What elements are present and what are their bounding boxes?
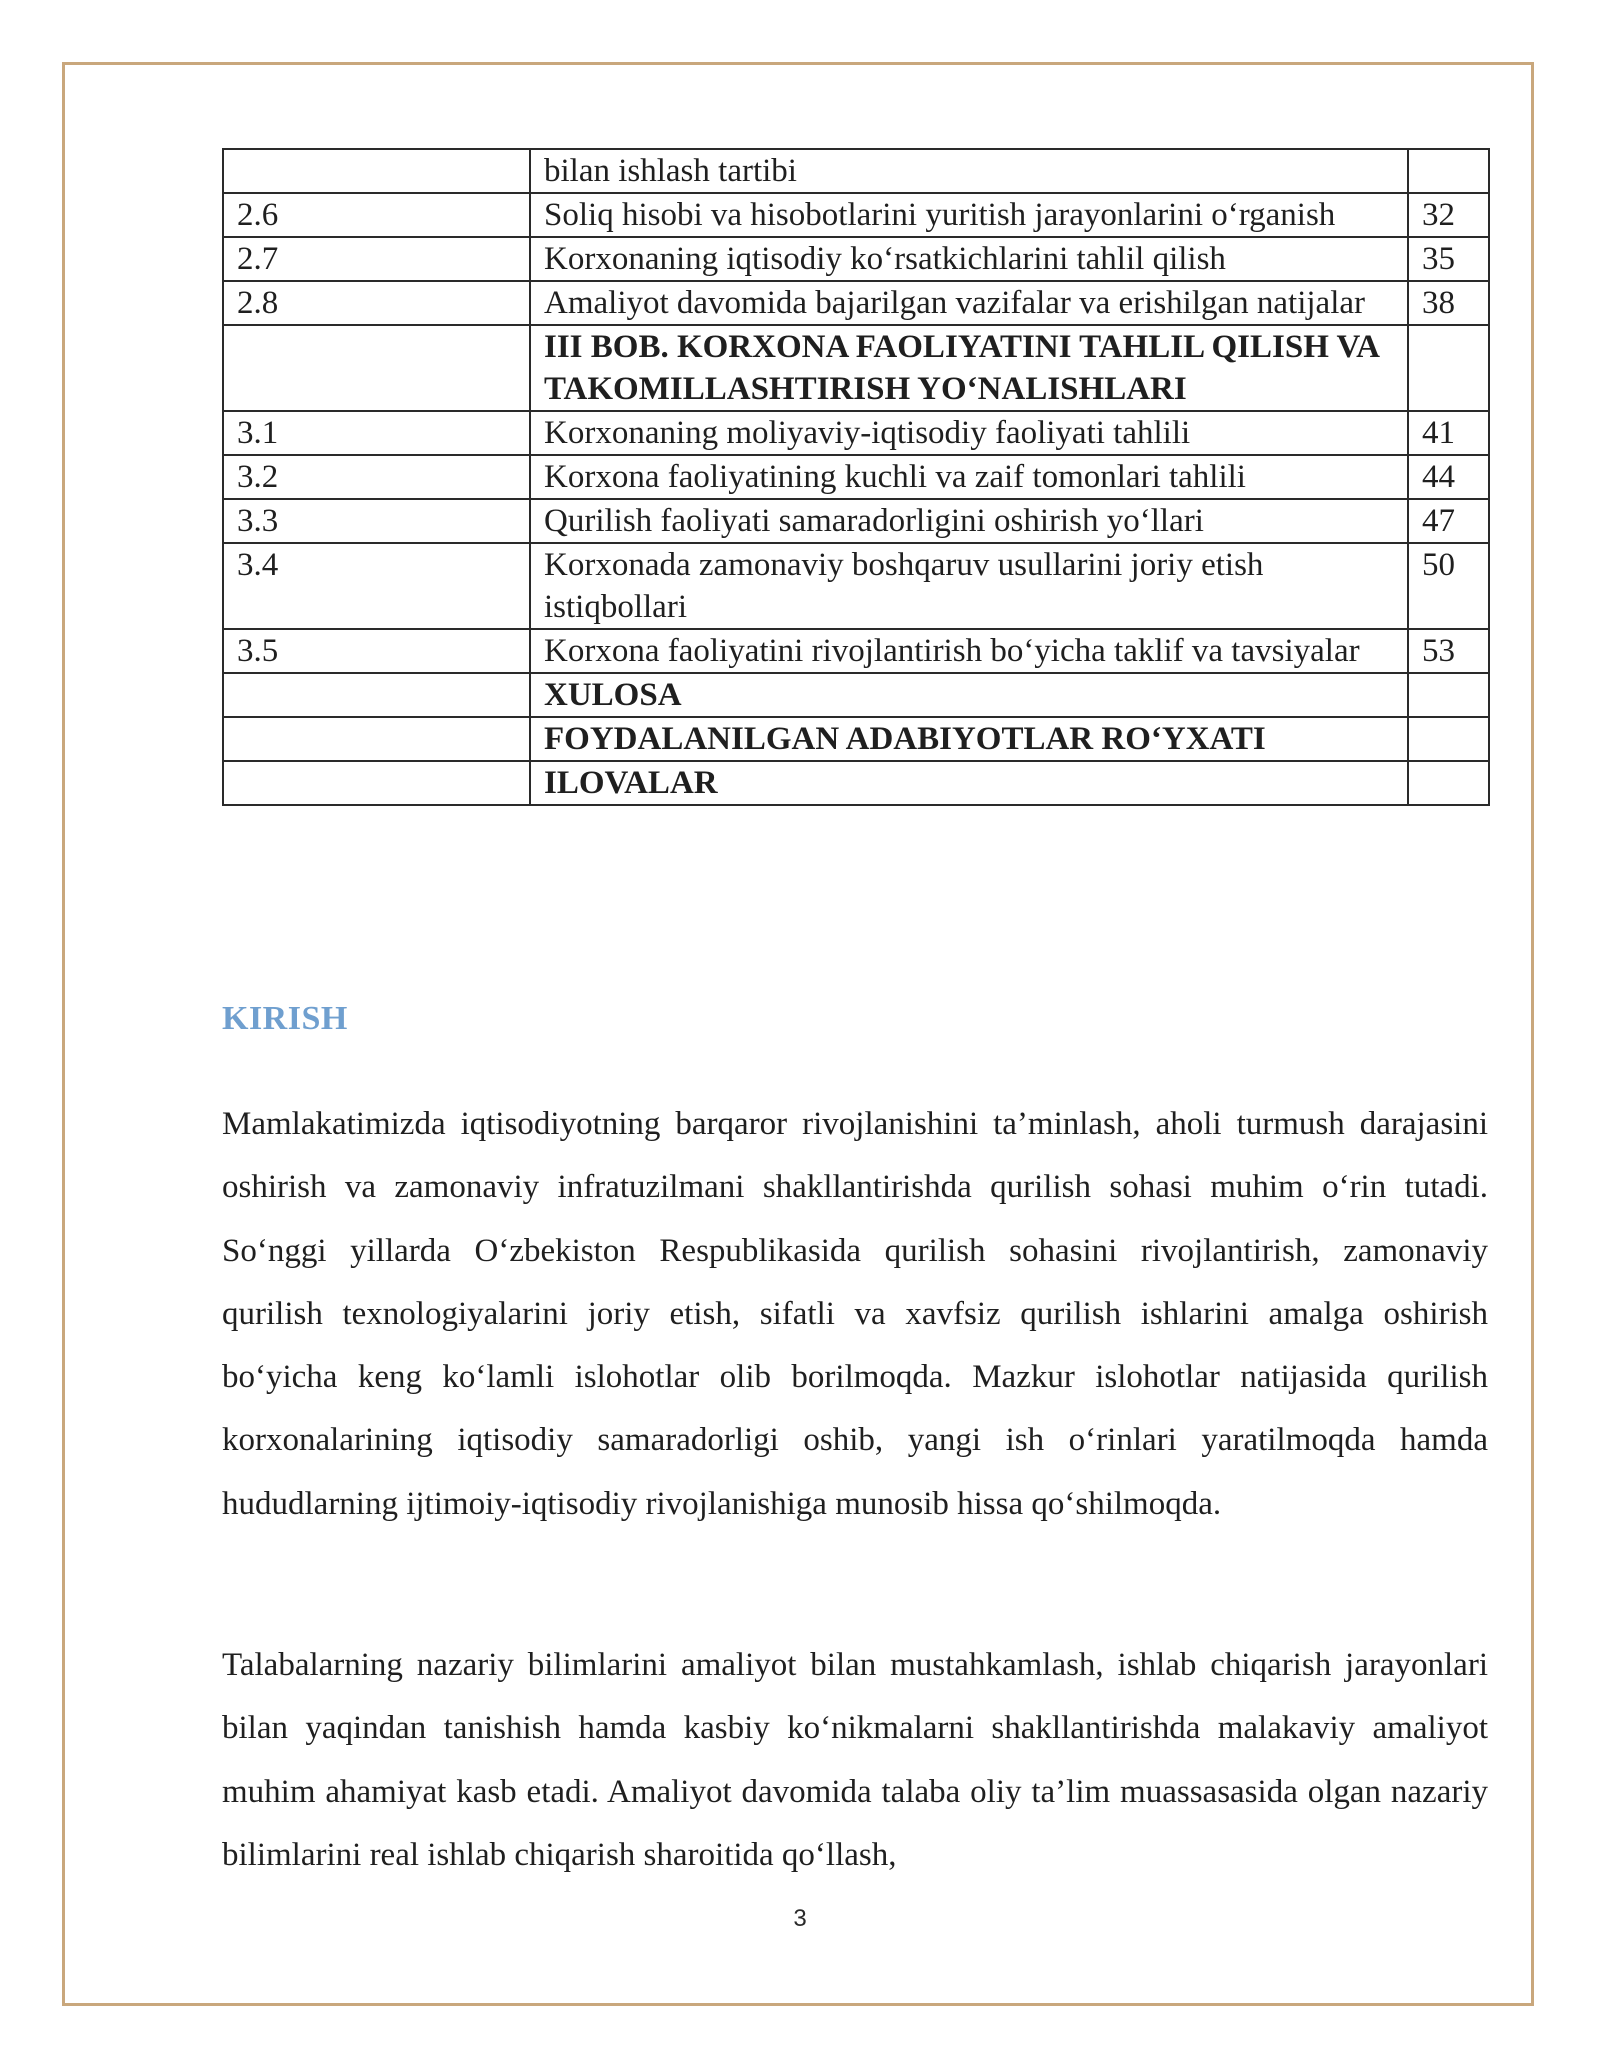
toc-page: 41 <box>1408 411 1489 455</box>
toc-page: 44 <box>1408 455 1489 499</box>
toc-number: 3.1 <box>223 411 530 455</box>
table-row <box>223 237 1489 281</box>
body-paragraph: Talabalarning nazariy bilimlarini amaliyot bilan mustahkamlash, ishlab chiqarish jarayonlari bilan yaqindan tanishish hamda kasbiy ko‘nikmalarni shakllantirishda malakaviy amaliyot muhim ahamiyat kasb etadi. Amaliyot davomida talaba oliy ta’lim muassasasida olgan nazariy bilimlarini real ishlab chiqarish sharoitida qo‘llash, <box>222 1647 1488 1873</box>
toc-page: 47 <box>1408 499 1489 543</box>
toc-section-title: FOYDALANILGAN ADABIYOTLAR RO‘YXATI <box>530 717 1408 761</box>
table-row <box>223 281 1489 325</box>
toc-page: 38 <box>1408 281 1489 325</box>
toc-page: 35 <box>1408 237 1489 281</box>
toc-number <box>223 761 530 805</box>
toc-number <box>223 717 530 761</box>
table-row <box>223 325 1489 411</box>
body-paragraph: Mamlakatimizda iqtisodiyotning barqaror rivojlanishini ta’minlash, aholi turmush darajasini oshirish va zamonaviy infratuzilmani shakllantirishda qurilish sohasi muhim o‘rin tutadi. So‘nggi yillarda O‘zbekiston Respublikasida qurilish sohasini rivojlantirish, zamonaviy qurilish texnologiyalarini joriy etish, sifatli va xavfsiz qurilish ishlarini amalga oshirish bo‘yicha keng ko‘lamli islohotlar olib borilmoqda. Mazkur islohotlar natijasida qurilish korxonalarining iqtisodiy samaradorligi oshib, yangi ish o‘rinlari yaratilmoqda hamda hududlarning ijtimoiy-iqtisodiy rivojlanishiga munosib hissa qo‘shilmoqda. <box>222 1106 1488 1522</box>
table-row <box>223 629 1489 673</box>
toc-number <box>223 325 530 411</box>
toc-page <box>1408 761 1489 805</box>
toc-number: 2.6 <box>223 193 530 237</box>
toc-title: Soliq hisobi va hisobotlarini yuritish jarayonlarini o‘rganish <box>530 193 1408 237</box>
toc-page: 50 <box>1408 543 1489 629</box>
toc-section-title: ILOVALAR <box>530 761 1408 805</box>
table-row <box>223 411 1489 455</box>
toc-body <box>223 149 1489 805</box>
page-number: 3 <box>793 1905 807 1932</box>
toc-page <box>1408 717 1489 761</box>
table-of-contents <box>222 148 1490 806</box>
table-row <box>223 193 1489 237</box>
table-row <box>223 149 1489 193</box>
toc-page <box>1408 325 1489 411</box>
toc-number: 3.5 <box>223 629 530 673</box>
toc-title: Amaliyot davomida bajarilgan vazifalar va erishilgan natijalar <box>530 281 1408 325</box>
toc-title: Korxonaning iqtisodiy ko‘rsatkichlarini tahlil qilish <box>530 237 1408 281</box>
table-row <box>223 761 1489 805</box>
toc-title: bilan ishlash tartibi <box>530 149 1408 193</box>
toc-number: 2.7 <box>223 237 530 281</box>
toc-title: Korxona faoliyatini rivojlantirish bo‘yicha taklif va tavsiyalar <box>530 629 1408 673</box>
table-row <box>223 543 1489 629</box>
toc-page: 32 <box>1408 193 1489 237</box>
toc-number: 2.8 <box>223 281 530 325</box>
toc-number <box>223 149 530 193</box>
toc-number: 3.2 <box>223 455 530 499</box>
table-row <box>223 717 1489 761</box>
toc-page <box>1408 673 1489 717</box>
table-row <box>223 499 1489 543</box>
toc-chapter-title: III BOB. KORXONA FAOLIYATINI TAHLIL QILISH VA TAKOMILLASHTIRISH YO‘NALISHLARI <box>530 325 1408 411</box>
table-row <box>223 673 1489 717</box>
toc-title: Korxonaning moliyaviy-iqtisodiy faoliyati tahlili <box>530 411 1408 455</box>
table-row <box>223 455 1489 499</box>
toc-title: Qurilish faoliyati samaradorligini oshirish yo‘llari <box>530 499 1408 543</box>
toc-number <box>223 673 530 717</box>
toc-title: Korxona faoliyatining kuchli va zaif tomonlari tahlili <box>530 455 1408 499</box>
toc-title: Korxonada zamonaviy boshqaruv usullarini joriy etish istiqbollari <box>530 543 1408 629</box>
toc-page: 53 <box>1408 629 1489 673</box>
toc-section-title: XULOSA <box>530 673 1408 717</box>
toc-number: 3.3 <box>223 499 530 543</box>
toc-number: 3.4 <box>223 543 530 629</box>
section-heading: KIRISH <box>222 1000 348 1037</box>
toc-page <box>1408 149 1489 193</box>
